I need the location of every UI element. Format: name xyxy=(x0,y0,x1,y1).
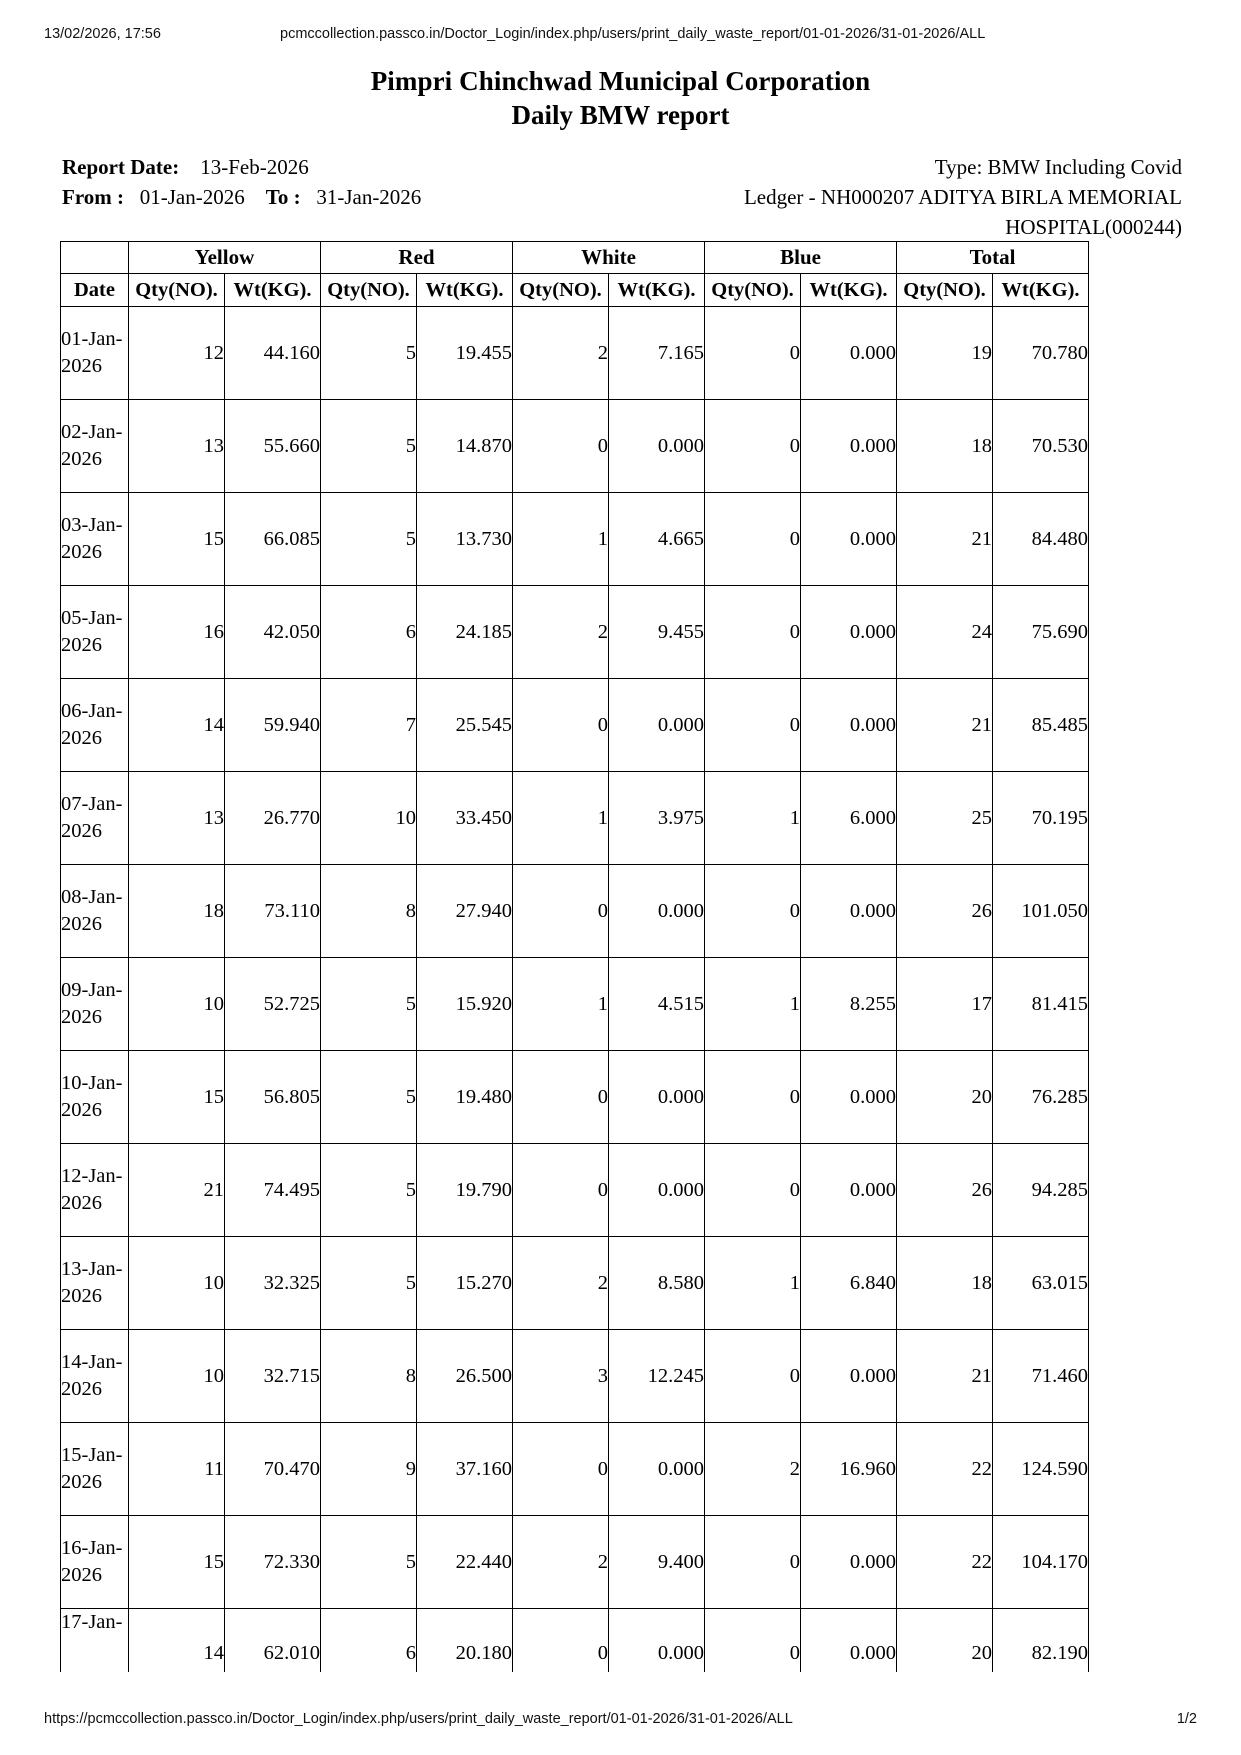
cell-total-wt: 70.780 xyxy=(993,307,1089,400)
cell-red-qty: 7 xyxy=(321,679,417,772)
column-header-total-wt: Wt(KG). xyxy=(993,274,1089,307)
cell-date: 02-Jan-2026 xyxy=(61,400,129,493)
cell-total-qty: 18 xyxy=(897,1237,993,1330)
cell-blue-wt: 6.000 xyxy=(801,772,897,865)
table-row xyxy=(61,586,1089,679)
cell-white-qty: 0 xyxy=(513,1144,609,1237)
table-row xyxy=(61,1609,1089,1673)
meta-row-1 xyxy=(62,152,1182,182)
cell-red-qty: 8 xyxy=(321,1330,417,1423)
table-row xyxy=(61,493,1089,586)
column-header-yellow-qty: Qty(NO). xyxy=(129,274,225,307)
cell-total-wt: 101.050 xyxy=(993,865,1089,958)
cell-red-wt: 26.500 xyxy=(417,1330,513,1423)
cell-red-qty: 10 xyxy=(321,772,417,865)
cell-red-qty: 5 xyxy=(321,307,417,400)
cell-white-wt: 8.580 xyxy=(609,1237,705,1330)
print-footer-url: https://pcmccollection.passco.in/Doctor_Login/index.php/users/print_daily_waste_report/01-01-2026/31-01-2026/ALL xyxy=(44,1711,793,1727)
cell-blue-qty: 0 xyxy=(705,1609,801,1673)
cell-white-qty: 1 xyxy=(513,493,609,586)
table-row xyxy=(61,958,1089,1051)
report-type: Type: BMW Including Covid xyxy=(934,155,1182,179)
report-table-container xyxy=(60,241,1089,1672)
cell-blue-wt: 0.000 xyxy=(801,1051,897,1144)
page-number: 1/2 xyxy=(1176,1711,1197,1727)
cell-yellow-wt: 62.010 xyxy=(225,1609,321,1673)
cell-red-wt: 19.480 xyxy=(417,1051,513,1144)
group-header-blank xyxy=(61,242,129,274)
cell-yellow-qty: 14 xyxy=(129,1609,225,1673)
cell-blue-wt: 0.000 xyxy=(801,586,897,679)
cell-yellow-qty: 13 xyxy=(129,400,225,493)
cell-white-wt: 0.000 xyxy=(609,1423,705,1516)
cell-yellow-wt: 44.160 xyxy=(225,307,321,400)
cell-white-qty: 2 xyxy=(513,307,609,400)
print-timestamp: 13/02/2026, 17:56 xyxy=(44,26,161,42)
cell-white-wt: 0.000 xyxy=(609,865,705,958)
cell-total-qty: 18 xyxy=(897,400,993,493)
cell-red-wt: 20.180 xyxy=(417,1609,513,1673)
browser-print-footer xyxy=(0,1711,1241,1731)
cell-red-qty: 5 xyxy=(321,400,417,493)
cell-total-qty: 22 xyxy=(897,1516,993,1609)
cell-red-wt: 15.920 xyxy=(417,958,513,1051)
cell-blue-wt: 0.000 xyxy=(801,1609,897,1673)
cell-total-qty: 20 xyxy=(897,1609,993,1673)
cell-yellow-wt: 70.470 xyxy=(225,1423,321,1516)
cell-date: 12-Jan-2026 xyxy=(61,1144,129,1237)
cell-yellow-qty: 16 xyxy=(129,586,225,679)
cell-red-qty: 6 xyxy=(321,1609,417,1673)
report-date-value: 13-Feb-2026 xyxy=(200,155,309,179)
group-header-total: Total xyxy=(897,242,1089,274)
cell-blue-qty: 1 xyxy=(705,772,801,865)
cell-yellow-wt: 59.940 xyxy=(225,679,321,772)
cell-blue-qty: 0 xyxy=(705,679,801,772)
cell-white-wt: 0.000 xyxy=(609,1609,705,1673)
cell-yellow-wt: 72.330 xyxy=(225,1516,321,1609)
cell-total-wt: 71.460 xyxy=(993,1330,1089,1423)
cell-yellow-wt: 26.770 xyxy=(225,772,321,865)
cell-white-qty: 0 xyxy=(513,679,609,772)
cell-blue-qty: 0 xyxy=(705,1516,801,1609)
cell-red-wt: 25.545 xyxy=(417,679,513,772)
cell-white-wt: 4.515 xyxy=(609,958,705,1051)
cell-total-wt: 76.285 xyxy=(993,1051,1089,1144)
cell-blue-wt: 0.000 xyxy=(801,1516,897,1609)
cell-red-wt: 22.440 xyxy=(417,1516,513,1609)
column-header-date: Date xyxy=(61,274,129,307)
cell-total-qty: 24 xyxy=(897,586,993,679)
group-header-red: Red xyxy=(321,242,513,274)
cell-date: 01-Jan-2026 xyxy=(61,307,129,400)
cell-blue-qty: 1 xyxy=(705,958,801,1051)
cell-white-wt: 3.975 xyxy=(609,772,705,865)
table-group-header-row xyxy=(61,242,1089,274)
cell-blue-qty: 0 xyxy=(705,307,801,400)
cell-blue-wt: 8.255 xyxy=(801,958,897,1051)
meta-row-2 xyxy=(62,182,1182,239)
cell-white-wt: 4.665 xyxy=(609,493,705,586)
cell-total-wt: 70.195 xyxy=(993,772,1089,865)
cell-red-wt: 37.160 xyxy=(417,1423,513,1516)
cell-yellow-qty: 21 xyxy=(129,1144,225,1237)
cell-yellow-qty: 18 xyxy=(129,865,225,958)
cell-date: 07-Jan-2026 xyxy=(61,772,129,865)
cell-blue-qty: 0 xyxy=(705,493,801,586)
cell-white-qty: 0 xyxy=(513,1423,609,1516)
cell-red-qty: 8 xyxy=(321,865,417,958)
column-header-blue-wt: Wt(KG). xyxy=(801,274,897,307)
cell-total-qty: 26 xyxy=(897,865,993,958)
cell-white-wt: 0.000 xyxy=(609,400,705,493)
cell-white-qty: 1 xyxy=(513,772,609,865)
cell-red-qty: 6 xyxy=(321,586,417,679)
table-row xyxy=(61,1516,1089,1609)
column-header-white-qty: Qty(NO). xyxy=(513,274,609,307)
cell-white-qty: 0 xyxy=(513,1609,609,1673)
to-label: To : xyxy=(265,185,301,209)
cell-blue-qty: 1 xyxy=(705,1237,801,1330)
print-header-url: pcmccollection.passco.in/Doctor_Login/index.php/users/print_daily_waste_report/01-01-2026/31-01-2026/ALL xyxy=(280,26,986,42)
column-header-yellow-wt: Wt(KG). xyxy=(225,274,321,307)
cell-total-qty: 25 xyxy=(897,772,993,865)
daily-bmw-table xyxy=(60,241,1089,1672)
cell-total-qty: 22 xyxy=(897,1423,993,1516)
table-row xyxy=(61,772,1089,865)
cell-blue-qty: 0 xyxy=(705,1051,801,1144)
cell-red-wt: 14.870 xyxy=(417,400,513,493)
cell-total-wt: 124.590 xyxy=(993,1423,1089,1516)
cell-total-qty: 17 xyxy=(897,958,993,1051)
cell-white-wt: 0.000 xyxy=(609,1144,705,1237)
cell-red-wt: 27.940 xyxy=(417,865,513,958)
cell-total-qty: 21 xyxy=(897,1330,993,1423)
cell-date: 17-Jan- xyxy=(61,1609,129,1673)
cell-blue-wt: 0.000 xyxy=(801,679,897,772)
cell-white-qty: 2 xyxy=(513,586,609,679)
table-row xyxy=(61,1051,1089,1144)
cell-white-qty: 0 xyxy=(513,400,609,493)
cell-total-qty: 20 xyxy=(897,1051,993,1144)
cell-yellow-wt: 56.805 xyxy=(225,1051,321,1144)
cell-red-wt: 24.185 xyxy=(417,586,513,679)
cell-date: 15-Jan-2026 xyxy=(61,1423,129,1516)
cell-yellow-qty: 15 xyxy=(129,1516,225,1609)
cell-blue-wt: 6.840 xyxy=(801,1237,897,1330)
cell-date: 03-Jan-2026 xyxy=(61,493,129,586)
cell-yellow-qty: 11 xyxy=(129,1423,225,1516)
cell-total-qty: 26 xyxy=(897,1144,993,1237)
cell-yellow-qty: 10 xyxy=(129,1330,225,1423)
cell-red-wt: 33.450 xyxy=(417,772,513,865)
table-row xyxy=(61,679,1089,772)
cell-white-wt: 12.245 xyxy=(609,1330,705,1423)
column-header-red-qty: Qty(NO). xyxy=(321,274,417,307)
cell-blue-qty: 0 xyxy=(705,1144,801,1237)
cell-date: 08-Jan-2026 xyxy=(61,865,129,958)
cell-white-wt: 9.455 xyxy=(609,586,705,679)
cell-yellow-qty: 15 xyxy=(129,1051,225,1144)
cell-white-qty: 2 xyxy=(513,1237,609,1330)
group-header-blue: Blue xyxy=(705,242,897,274)
cell-red-qty: 5 xyxy=(321,1237,417,1330)
cell-date: 13-Jan-2026 xyxy=(61,1237,129,1330)
cell-blue-wt: 0.000 xyxy=(801,1330,897,1423)
cell-yellow-wt: 32.325 xyxy=(225,1237,321,1330)
cell-white-qty: 0 xyxy=(513,1051,609,1144)
cell-blue-qty: 0 xyxy=(705,586,801,679)
cell-date: 05-Jan-2026 xyxy=(61,586,129,679)
cell-white-wt: 0.000 xyxy=(609,679,705,772)
cell-red-wt: 19.455 xyxy=(417,307,513,400)
browser-print-header xyxy=(0,26,1241,46)
cell-red-qty: 9 xyxy=(321,1423,417,1516)
cell-blue-wt: 0.000 xyxy=(801,493,897,586)
report-meta xyxy=(62,152,1182,239)
cell-date: 16-Jan-2026 xyxy=(61,1516,129,1609)
cell-white-qty: 3 xyxy=(513,1330,609,1423)
column-header-blue-qty: Qty(NO). xyxy=(705,274,801,307)
cell-white-qty: 1 xyxy=(513,958,609,1051)
cell-yellow-wt: 32.715 xyxy=(225,1330,321,1423)
organization-name: Pimpri Chinchwad Municipal Corporation xyxy=(370,66,871,96)
cell-yellow-qty: 10 xyxy=(129,958,225,1051)
cell-red-qty: 5 xyxy=(321,1144,417,1237)
cell-yellow-wt: 73.110 xyxy=(225,865,321,958)
cell-total-wt: 104.170 xyxy=(993,1516,1089,1609)
cell-white-wt: 0.000 xyxy=(609,1051,705,1144)
cell-blue-wt: 0.000 xyxy=(801,400,897,493)
cell-blue-qty: 2 xyxy=(705,1423,801,1516)
cell-white-qty: 0 xyxy=(513,865,609,958)
cell-blue-qty: 0 xyxy=(705,400,801,493)
cell-red-qty: 5 xyxy=(321,493,417,586)
cell-yellow-wt: 74.495 xyxy=(225,1144,321,1237)
column-header-red-wt: Wt(KG). xyxy=(417,274,513,307)
cell-white-wt: 9.400 xyxy=(609,1516,705,1609)
cell-red-qty: 5 xyxy=(321,958,417,1051)
table-body xyxy=(61,307,1089,1673)
cell-yellow-wt: 52.725 xyxy=(225,958,321,1051)
cell-total-wt: 81.415 xyxy=(993,958,1089,1051)
cell-date: 06-Jan-2026 xyxy=(61,679,129,772)
cell-blue-wt: 0.000 xyxy=(801,1144,897,1237)
date-range-group xyxy=(62,182,421,212)
ledger-text: Ledger - NH000207 ADITYA BIRLA MEMORIAL HOSPITAL(000244) xyxy=(743,185,1182,239)
cell-yellow-qty: 10 xyxy=(129,1237,225,1330)
to-value: 31-Jan-2026 xyxy=(316,185,422,209)
from-label: From : xyxy=(62,185,125,209)
cell-red-qty: 5 xyxy=(321,1516,417,1609)
table-row xyxy=(61,307,1089,400)
cell-total-wt: 63.015 xyxy=(993,1237,1089,1330)
cell-total-qty: 21 xyxy=(897,493,993,586)
cell-date: 09-Jan-2026 xyxy=(61,958,129,1051)
column-header-white-wt: Wt(KG). xyxy=(609,274,705,307)
cell-total-wt: 82.190 xyxy=(993,1609,1089,1673)
table-head xyxy=(61,242,1089,307)
cell-blue-qty: 0 xyxy=(705,865,801,958)
report-date-label: Report Date: xyxy=(62,155,180,179)
cell-yellow-qty: 12 xyxy=(129,307,225,400)
ledger-info xyxy=(622,182,1182,242)
cell-blue-wt: 0.000 xyxy=(801,307,897,400)
cell-red-wt: 13.730 xyxy=(417,493,513,586)
report-date-group xyxy=(62,152,309,182)
group-header-yellow: Yellow xyxy=(129,242,321,274)
column-header-total-qty: Qty(NO). xyxy=(897,274,993,307)
table-row xyxy=(61,1144,1089,1237)
report-name: Daily BMW report xyxy=(511,100,730,130)
cell-red-wt: 19.790 xyxy=(417,1144,513,1237)
cell-total-wt: 84.480 xyxy=(993,493,1089,586)
table-row xyxy=(61,1237,1089,1330)
cell-total-wt: 94.285 xyxy=(993,1144,1089,1237)
cell-yellow-qty: 14 xyxy=(129,679,225,772)
cell-white-wt: 7.165 xyxy=(609,307,705,400)
cell-total-wt: 75.690 xyxy=(993,586,1089,679)
table-row xyxy=(61,1423,1089,1516)
cell-total-qty: 21 xyxy=(897,679,993,772)
table-row xyxy=(61,1330,1089,1423)
cell-blue-wt: 16.960 xyxy=(801,1423,897,1516)
cell-total-wt: 85.485 xyxy=(993,679,1089,772)
cell-yellow-wt: 42.050 xyxy=(225,586,321,679)
cell-yellow-wt: 55.660 xyxy=(225,400,321,493)
cell-white-qty: 2 xyxy=(513,1516,609,1609)
cell-total-qty: 19 xyxy=(897,307,993,400)
cell-yellow-qty: 13 xyxy=(129,772,225,865)
cell-red-qty: 5 xyxy=(321,1051,417,1144)
cell-date: 14-Jan-2026 xyxy=(61,1330,129,1423)
table-row xyxy=(61,865,1089,958)
cell-total-wt: 70.530 xyxy=(993,400,1089,493)
table-column-header-row xyxy=(61,274,1089,307)
cell-date: 10-Jan-2026 xyxy=(61,1051,129,1144)
table-row xyxy=(61,400,1089,493)
cell-blue-qty: 0 xyxy=(705,1330,801,1423)
from-value: 01-Jan-2026 xyxy=(139,185,245,209)
cell-blue-wt: 0.000 xyxy=(801,865,897,958)
cell-yellow-qty: 15 xyxy=(129,493,225,586)
page-title xyxy=(0,64,1241,132)
cell-red-wt: 15.270 xyxy=(417,1237,513,1330)
cell-yellow-wt: 66.085 xyxy=(225,493,321,586)
group-header-white: White xyxy=(513,242,705,274)
